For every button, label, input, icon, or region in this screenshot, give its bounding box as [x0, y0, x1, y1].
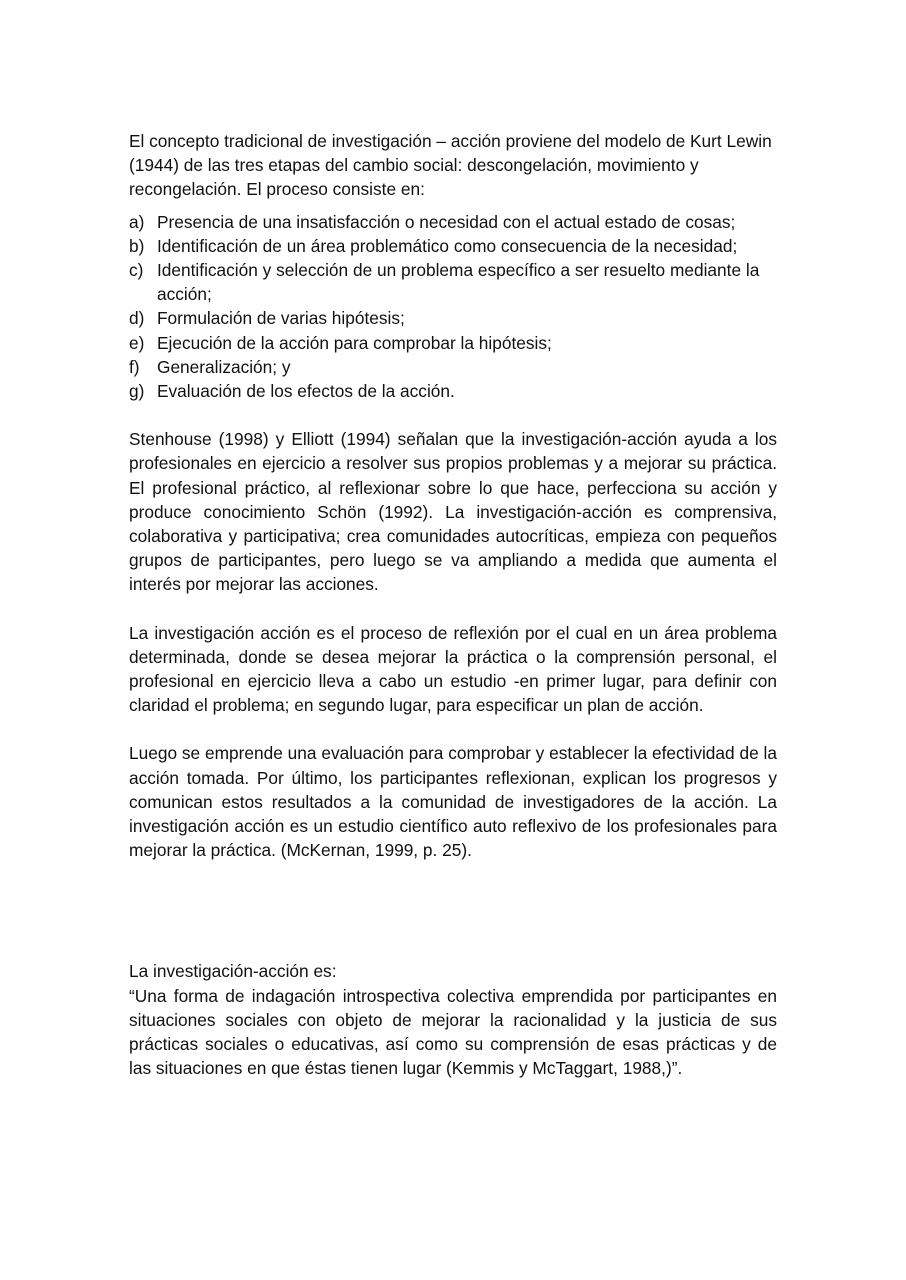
- list-marker: b): [129, 235, 145, 256]
- list-item-text: Identificación de un área problemático como consecuencia de la necesidad;: [157, 235, 738, 256]
- list-marker: e): [129, 332, 145, 353]
- list-item: [129, 258, 777, 306]
- list-item-text: Generalización; y: [157, 356, 291, 377]
- list-item: [129, 331, 777, 355]
- list-item-text: Presencia de una insatisfacción o necesidad con el actual estado de cosas;: [157, 211, 736, 232]
- list-item: [129, 210, 777, 234]
- list-item-text: Ejecución de la acción para comprobar la hipótesis;: [157, 332, 552, 353]
- list-marker: f): [129, 356, 140, 377]
- paragraph-stenhouse: Stenhouse (1998) y Elliott (1994) señalan que la investigación-acción ayuda a los profesionales en ejercicio a resolver sus propios problemas y a mejorar su práctica. El profesional práctico, al reflexionar sobre lo que hace, perfecciona su acción y produce conocimiento Schön (1992). La investigación-acción es comprensiva, colaborativa y participativa; crea comunidades autocríticas, empieza con pequeños grupos de participantes, pero luego se va ampliando a medida que aumenta el interés por mejorar las acciones.: [129, 429, 777, 595]
- list-item-text: Identificación y selección de un problema específico a ser resuelto mediante la acción;: [157, 260, 760, 305]
- paragraph-evaluation: Luego se emprende una evaluación para comprobar y establecer la efectividad de la acción tomada. Por último, los participantes reflexionan, explican los progresos y comunican estos resultados a la comunidad de investigadores de la acción. La investigación acción es un estudio científico auto reflexivo de los profesionales para mejorar la práctica. (McKernan, 1999, p. 25).: [129, 743, 777, 861]
- list-item-text: Formulación de varias hipótesis;: [157, 308, 405, 329]
- vertical-spacer: [129, 862, 777, 959]
- list-item: [129, 234, 777, 258]
- list-marker: a): [129, 211, 145, 232]
- list-marker: g): [129, 381, 145, 402]
- list-item-text: Evaluación de los efectos de la acción.: [157, 381, 455, 402]
- list-marker: d): [129, 308, 145, 329]
- paragraph-definition: La investigación acción es el proceso de reflexión por el cual en un área problema determinada, donde se desea mejorar la práctica o la comprensión personal, el profesional en ejercicio lleva a cabo un estudio -en primer lugar, para definir con claridad el problema; en segundo lugar, para especificar un plan de acción.: [129, 622, 777, 716]
- list-marker: c): [129, 260, 144, 281]
- process-steps-list: [129, 210, 777, 404]
- list-item: [129, 306, 777, 330]
- intro-paragraph: El concepto tradicional de investigación – acción proviene del modelo de Kurt Lewin (1944) de las tres etapas del cambio social: descongelación, movimiento y recongelación. El proceso consiste en:: [129, 131, 772, 200]
- document-page: [129, 129, 777, 1081]
- list-item: [129, 355, 777, 379]
- quote-paragraph: “Una forma de indagación introspectiva colectiva emprendida por participantes en situaciones sociales con objeto de mejorar la racionalidad y la justicia de sus prácticas sociales o educativas, así como su comprensión de esas prácticas y de las situaciones en que éstas tienen lugar (Kemmis y McTaggart, 1988,)”.: [129, 985, 777, 1079]
- list-item: [129, 379, 777, 403]
- quote-intro: La investigación-acción es:: [129, 961, 337, 982]
